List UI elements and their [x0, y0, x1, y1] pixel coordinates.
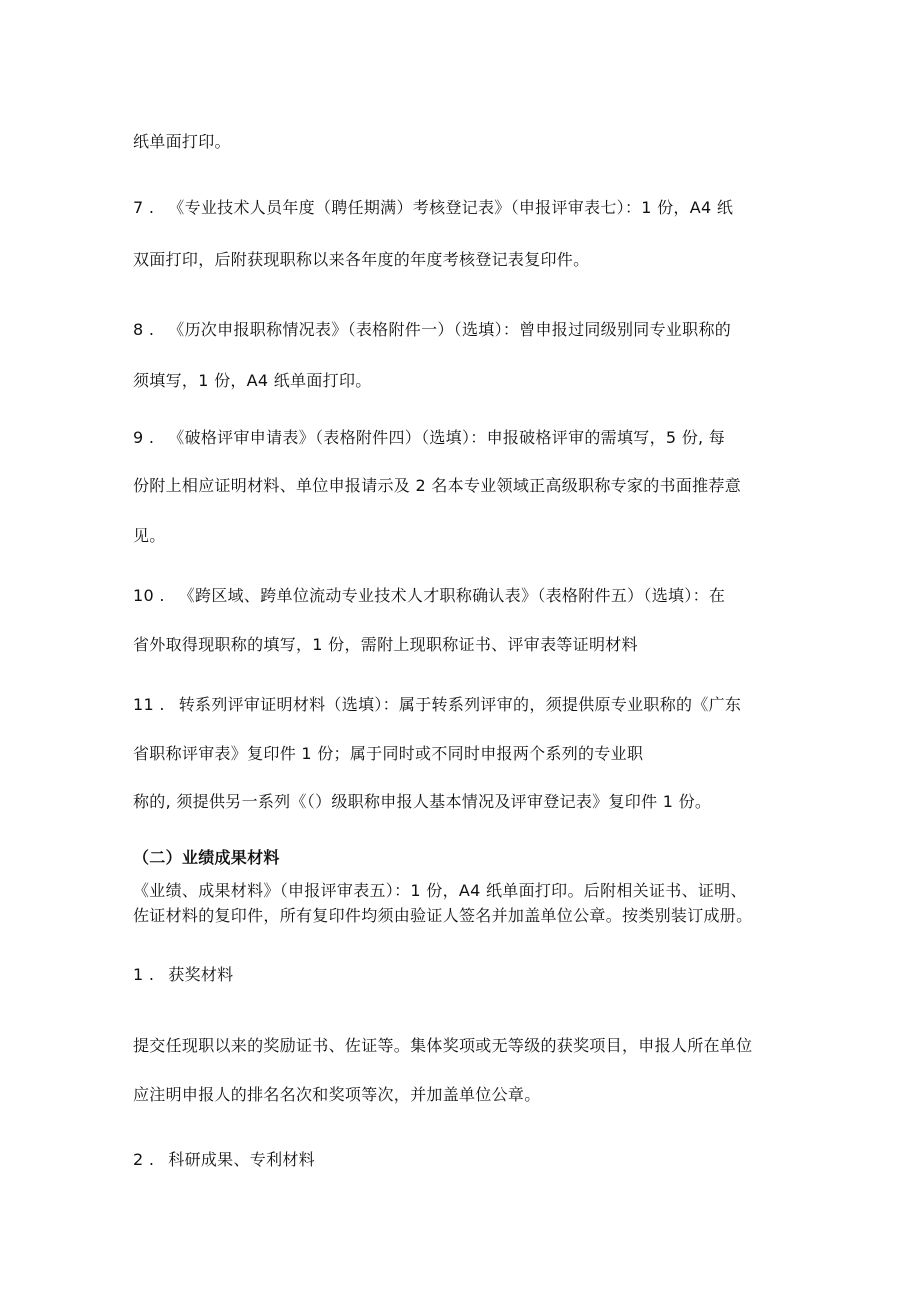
text-line: 称的, 须提供另一系列《（）级职称申报人基本情况及评审登记表》复印件 1 份。 — [133, 792, 712, 811]
text-line: 省职称评审表》复印件 1 份；属于同时或不同时申报两个系列的专业职 — [133, 744, 644, 763]
text-line: 份附上相应证明材料、单位申报请示及 2 名本专业领域正高级职称专家的书面推荐意 — [133, 476, 742, 495]
text-line: 纸单面打印。 — [133, 132, 231, 151]
text-line: 《业绩、成果材料》（申报评审表五）：1 份，A4 纸单面打印。后附相关证书、证明、 — [133, 881, 747, 900]
list-item-9: 9 . 《破格评审申请表》（表格附件四）（选填）：申报破格评审的需填写，5 份, 每 — [133, 428, 726, 447]
list-item-10: 10 . 《跨区域、跨单位流动专业技术人才职称确认表》（表格附件五）（选填）：在 — [133, 586, 726, 605]
item-number: 7 . — [133, 198, 155, 217]
text-line: 应注明申报人的排名名次和奖项等次，并加盖单位公章。 — [133, 1085, 541, 1104]
section-heading: （二）业绩成果材料 — [133, 848, 280, 867]
item-number: 9 . — [133, 428, 155, 447]
sub-item-1: 1 . 获奖材料 — [133, 965, 234, 984]
sub-item-2: 2 . 科研成果、专利材料 — [133, 1150, 315, 1169]
item-number: 2 . — [133, 1150, 155, 1169]
item-number: 8 . — [133, 320, 155, 339]
item-number: 11 . — [133, 695, 165, 714]
text-line: 见。 — [133, 526, 166, 545]
list-item-8: 8 . 《历次申报职称情况表》（表格附件一）（选填）：曾申报过同级别同专业职称的 — [133, 320, 732, 339]
list-item-11: 11 . 转系列评审证明材料（选填）：属于转系列评审的，须提供原专业职称的《广东 — [133, 695, 742, 714]
list-item-7: 7 . 《专业技术人员年度（聘任期满）考核登记表》（申报评审表七）：1 份，A4 纸 — [133, 198, 734, 217]
text-line: 双面打印，后附获现职称以来各年度的年度考核登记表复印件。 — [133, 250, 590, 269]
item-number: 1 . — [133, 965, 155, 984]
text-line: 须填写，1 份，A4 纸单面打印。 — [133, 371, 372, 390]
text-line: 提交任现职以来的奖励证书、佐证等。集体奖项或无等级的获奖项目，申报人所在单位 — [133, 1036, 753, 1055]
item-number: 10 . — [133, 586, 165, 605]
text-line: 佐证材料的复印件，所有复印件均须由验证人签名并加盖单位公章。按类别装订成册。 — [133, 906, 753, 925]
text-line: 省外取得现职称的填写，1 份，需附上现职称证书、评审表等证明材料 — [133, 635, 638, 654]
